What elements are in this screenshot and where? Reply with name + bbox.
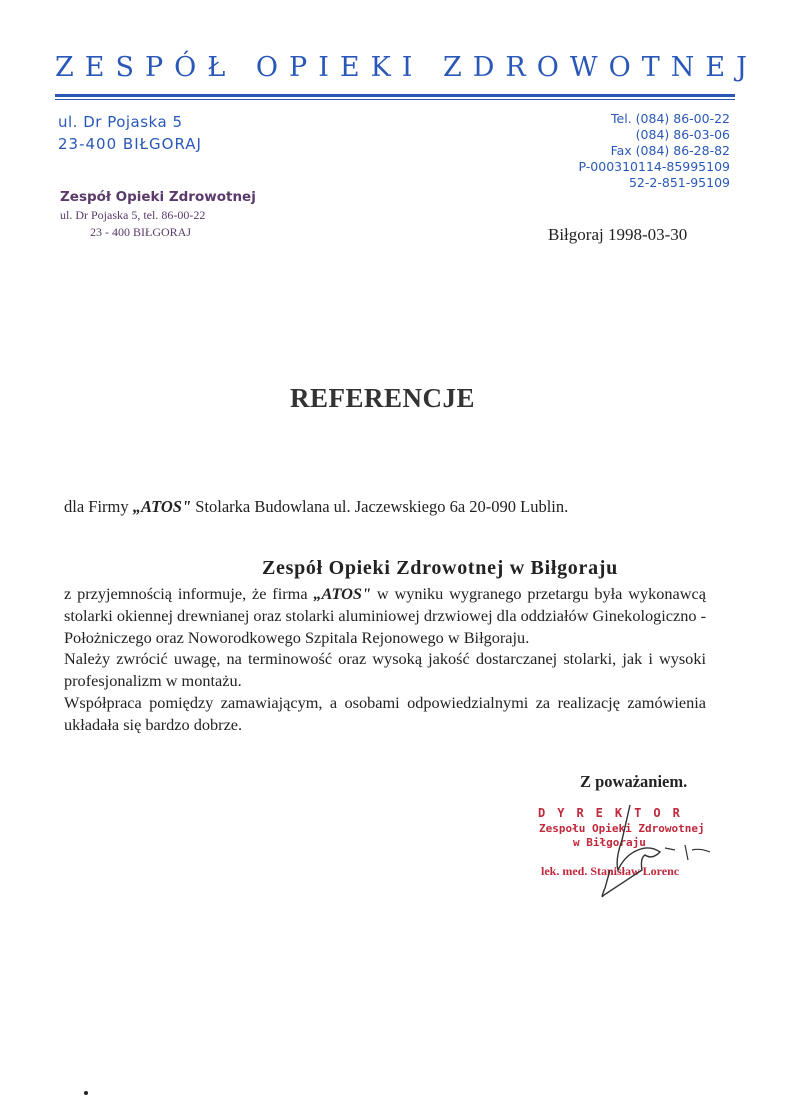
contact-line: (084) 86-03-06 (635, 127, 730, 142)
company-name: „ATOS" (313, 584, 371, 603)
page-mark (84, 1091, 88, 1095)
letterhead-title: ZESPÓŁ OPIEKI ZDROWOTNEJ (55, 52, 758, 83)
director-stamp-city: w Biłgoraju (573, 836, 646, 849)
recipient-prefix: dla Firmy (64, 497, 133, 516)
closing-salutation: Z poważaniem. (580, 772, 688, 791)
stamp-city: 23 - 400 BIŁGORAJ (90, 225, 191, 239)
paragraph-text: z przyjemnością informuje, że firma (64, 584, 314, 603)
director-stamp-org: Zespołu Opieki Zdrowotnej (539, 822, 705, 835)
letter-body (64, 583, 706, 736)
stamp-address: ul. Dr Pojaska 5, tel. 86-00-22 (60, 208, 206, 222)
director-name: lek. med. Stanisław Lorenc (541, 864, 680, 878)
document-date: Biłgoraj 1998-03-30 (548, 225, 688, 244)
paragraph-text: w wyniku wygranego przetargu była wykonawcą stolarki okiennej drewnianej oraz stolarki aluminiowej drzwiowej dla oddziałów Ginekologiczno - Położniczego oraz Noworodkowego Szpitala Rejonowego w Biłgoraju. (64, 584, 707, 647)
contact-line: 52-2-851-95109 (628, 175, 730, 190)
contact-line: Tel. (084) 86-00-22 (611, 111, 730, 126)
handwritten-signature (590, 800, 720, 910)
director-stamp-title: DYREKTOR (538, 806, 692, 820)
recipient-line (64, 497, 568, 517)
company-name: „ATOS" (132, 497, 192, 516)
paragraph (64, 583, 706, 648)
address-city: 23-400 BIŁGORAJ (58, 135, 202, 153)
paragraph: Współpraca pomiędzy zamawiającym, a osobami odpowiedzialnymi za realizację zamówienia układała się bardzo dobrze. (64, 692, 706, 734)
contact-line: P-000310114-85995109 (578, 159, 730, 174)
page-title: REFERENCJE (289, 383, 476, 413)
paragraph: Należy zwrócić uwagę, na terminowość oraz wysoką jakość dostarczanej stolarki, jak i wysoki profesjonalizm w montażu. (64, 649, 706, 691)
organization-heading: Zespół Opieki Zdrowotnej w Biłgoraju (262, 557, 618, 579)
contact-line: Fax (084) 86-28-82 (610, 143, 730, 158)
address-street: ul. Dr Pojaska 5 (58, 113, 183, 131)
letterhead-rule-thin (55, 99, 735, 100)
letterhead-rule (55, 94, 735, 97)
stamp-name: Zespół Opieki Zdrowotnej (60, 189, 256, 205)
recipient-address: Stolarka Budowlana ul. Jaczewskiego 6a 20-090 Lublin. (191, 497, 569, 516)
